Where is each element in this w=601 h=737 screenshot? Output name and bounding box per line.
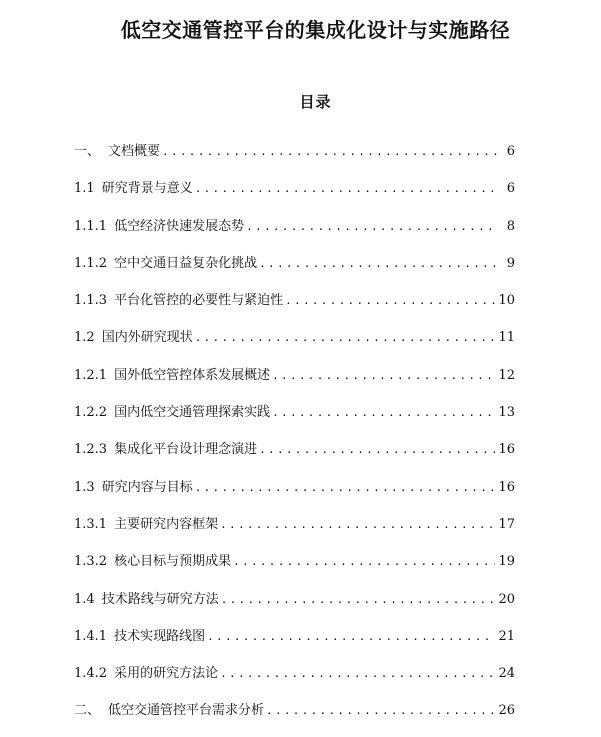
toc-entry-page-number: 12: [498, 367, 515, 383]
toc-entry[interactable]: [74, 550, 515, 587]
toc-entry-number: 1.2.1: [74, 367, 108, 383]
toc-entry[interactable]: [74, 177, 515, 214]
toc-entry[interactable]: [74, 513, 515, 550]
toc-entry[interactable]: [74, 364, 515, 401]
toc-entry-number: 1.1.1: [74, 218, 108, 234]
toc-entry-number: 1.4.1: [74, 628, 108, 644]
toc-entry-label: 采用的研究方法论: [114, 666, 219, 682]
toc-entry-page-number: 10: [498, 293, 515, 309]
toc-dot-leader: [266, 704, 495, 717]
toc-entry-page-number: 20: [498, 591, 515, 607]
toc-entry-page-number: 17: [498, 516, 515, 532]
toc-entry[interactable]: [74, 252, 515, 289]
toc-entry-number: 1.4: [74, 591, 95, 607]
toc-entry[interactable]: [74, 401, 515, 438]
toc-entry-number: 一、: [74, 144, 101, 159]
toc-entry[interactable]: [74, 476, 515, 513]
toc-entry-page-number: 26: [498, 703, 515, 719]
toc-entry-page-number: 8: [506, 218, 515, 234]
toc-dot-leader: [221, 593, 496, 606]
toc-dot-leader: [195, 481, 496, 494]
toc-dot-leader: [272, 406, 495, 419]
toc-entry-page-number: 9: [506, 255, 515, 271]
toc-dot-leader: [220, 667, 495, 680]
toc-entry-label: 研究背景与意义: [101, 181, 193, 197]
toc-entry-page-number: 24: [498, 666, 515, 682]
toc-entry-number: 1.4.2: [74, 666, 108, 682]
toc-entry-page-number: 16: [498, 479, 515, 495]
toc-entry-label: 平台化管控的必要性与紧迫性: [114, 293, 284, 309]
toc-dot-leader: [162, 145, 498, 158]
toc-entry-number: 1.3: [74, 479, 95, 495]
toc-entry-number: 二、: [74, 703, 101, 719]
toc-entry-label: 技术实现路线图: [114, 628, 206, 644]
table-of-contents: [74, 140, 515, 737]
toc-entry-page-number: 19: [498, 554, 515, 570]
toc-entry-page-number: 6: [506, 181, 515, 197]
toc-entry-number: 1.1: [74, 181, 95, 197]
toc-dot-leader: [272, 369, 495, 382]
toc-entry[interactable]: [74, 289, 515, 326]
toc-entry-label: 技术路线与研究方法: [101, 591, 219, 607]
toc-entry-page-number: 16: [498, 442, 515, 458]
toc-entry[interactable]: [74, 140, 515, 177]
toc-dot-leader: [246, 220, 498, 233]
toc-entry-number: 1.2: [74, 330, 95, 346]
toc-entry-number: 1.3.1: [74, 516, 108, 532]
toc-dot-leader: [259, 257, 498, 270]
toc-entry[interactable]: [74, 588, 515, 625]
toc-entry-number: 1.2.2: [74, 405, 108, 421]
toc-dot-leader: [233, 555, 495, 568]
toc-dot-leader: [195, 331, 496, 344]
toc-entry-label: 研究内容与目标: [101, 479, 193, 495]
toc-entry[interactable]: [74, 326, 515, 363]
toc-entry-label: 集成化平台设计理念演进: [114, 442, 258, 458]
toc-entry[interactable]: [74, 662, 515, 699]
toc-dot-leader: [220, 518, 495, 531]
toc-entry-label: 文档概要: [108, 144, 161, 159]
toc-entry-label: 国内外研究现状: [101, 330, 193, 346]
toc-entry-label: 核心目标与预期成果: [114, 554, 232, 570]
toc-entry-label: 低空经济快速发展态势: [114, 218, 245, 234]
toc-entry-number: 1.2.3: [74, 442, 108, 458]
toc-dot-leader: [259, 443, 495, 456]
toc-entry-label: 国外低空管控体系发展概述: [114, 367, 271, 383]
toc-entry-label: 国内低空交通管理探索实践: [114, 405, 271, 421]
toc-entry-number: 1.3.2: [74, 554, 108, 570]
toc-entry[interactable]: [74, 625, 515, 662]
toc-entry[interactable]: [74, 699, 515, 736]
toc-entry-label: 低空交通管控平台需求分析: [108, 703, 265, 719]
toc-entry[interactable]: [74, 438, 515, 475]
toc-entry-label: 主要研究内容框架: [114, 516, 219, 532]
toc-entry-label: 空中交通日益复杂化挑战: [114, 255, 258, 271]
toc-entry-page-number: 11: [498, 330, 515, 346]
toc-entry-number: 1.1.2: [74, 255, 108, 271]
toc-entry-number: 1.1.3: [74, 293, 108, 309]
document-title: 低空交通管控平台的集成化设计与实施路径: [120, 18, 511, 42]
toc-entry-page-number: 21: [498, 628, 515, 644]
toc-dot-leader: [285, 294, 495, 307]
toc-dot-leader: [207, 630, 495, 643]
toc-dot-leader: [195, 182, 498, 195]
toc-heading: 目录: [299, 93, 332, 111]
toc-entry-page-number: 13: [498, 405, 515, 421]
toc-entry-page-number: 6: [506, 144, 515, 159]
toc-entry[interactable]: [74, 215, 515, 252]
